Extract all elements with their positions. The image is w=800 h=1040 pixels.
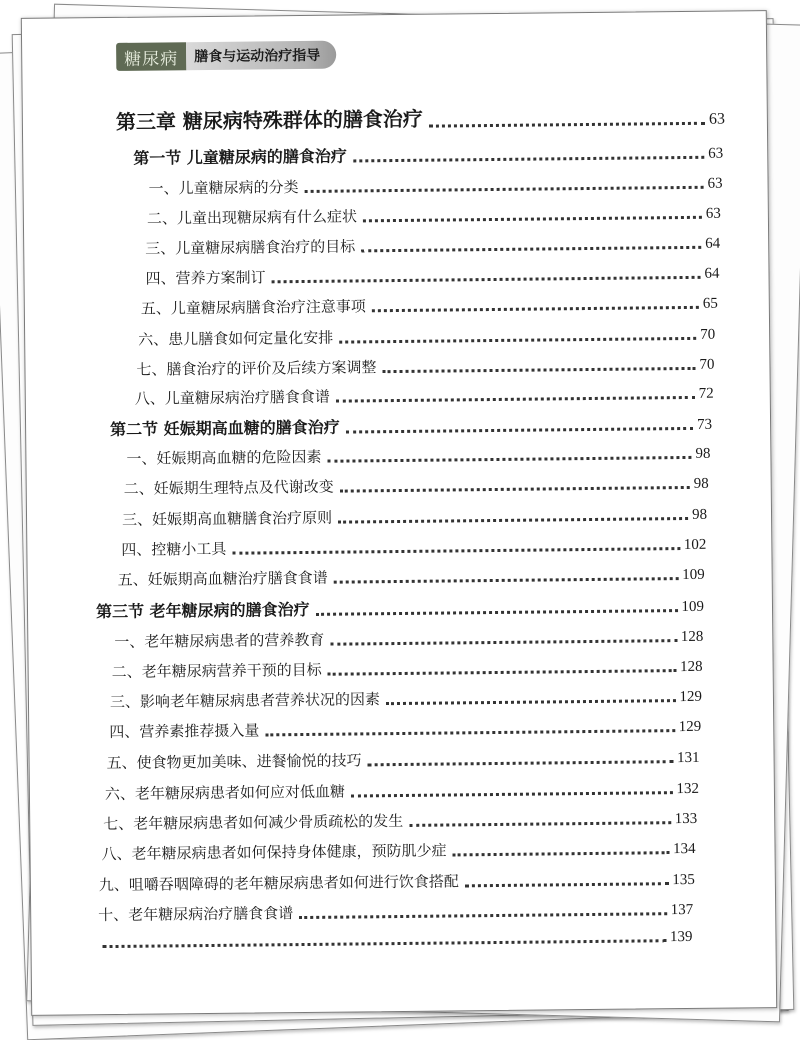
- toc-entry-title: 三、影响老年糖尿病患者营养状况的因素: [109, 690, 381, 712]
- dot-leader: [103, 939, 667, 948]
- toc-item-row: [112, 655, 703, 682]
- toc-item-row: [110, 685, 702, 712]
- toc-page-number: 128: [680, 628, 704, 646]
- dot-leader: [361, 246, 701, 253]
- dot-leader: [383, 367, 696, 373]
- toc-section-row: [110, 411, 712, 440]
- toc-item-row: [101, 837, 695, 864]
- toc-item-row: [121, 533, 706, 560]
- toc-page-number: 64: [704, 265, 720, 282]
- toc-entry-title: 二、妊娠期生理特点及代谢改变: [123, 477, 334, 498]
- toc-entry-title: 三、儿童糖尿病膳食治疗的目标: [145, 237, 356, 258]
- toc-item-row: [98, 898, 693, 925]
- toc-page-number: 63: [707, 175, 723, 192]
- dot-leader: [346, 427, 693, 434]
- toc-item-row: [138, 323, 715, 350]
- dot-leader: [305, 186, 704, 193]
- toc-page-number: 133: [674, 810, 698, 828]
- toc-item-row: [145, 232, 720, 259]
- toc-chapter-row: [116, 100, 725, 135]
- toc-entry-title: 五、使食物更加美味、进餐愉悦的技巧: [106, 751, 362, 773]
- toc-page-number: 131: [676, 749, 700, 767]
- toc-page-number: 137: [670, 901, 694, 919]
- dot-leader: [339, 337, 696, 344]
- toc-entry-title: 九、咀嚼吞咽障碍的老年糖尿病患者如何进行饮食搭配: [98, 872, 459, 895]
- toc-entry-title: 四、营养素推荐摄入量: [109, 721, 260, 742]
- header-badge: 糖尿病: [116, 42, 186, 71]
- toc-page-number: 70: [700, 326, 716, 343]
- dot-leader: [299, 912, 666, 919]
- toc-page-number: 98: [691, 506, 708, 523]
- dot-leader: [336, 396, 695, 403]
- toc-page-number: 63: [708, 145, 724, 162]
- toc-section-row: [133, 140, 723, 169]
- dot-leader: [386, 699, 675, 705]
- toc-entry-title: 一、儿童糖尿病的分类: [148, 178, 299, 198]
- toc-entry-title: 一、妊娠期高血糖的危险因素: [126, 447, 322, 468]
- dot-leader: [340, 486, 690, 493]
- toc-entry-title: 七、老年糖尿病患者如何减少骨质疏松的发生: [103, 811, 404, 834]
- dot-leader: [328, 669, 676, 676]
- toc-entry-title: 第二节 妊娠期高血糖的膳食治疗: [110, 417, 340, 440]
- toc-page-number: 63: [705, 205, 721, 222]
- toc-page-number: 128: [680, 658, 703, 676]
- dot-leader: [363, 216, 702, 223]
- toc-entry-title: 四、控糖小工具: [121, 539, 227, 559]
- toc-item-row: [99, 868, 695, 895]
- toc-entry-title: 五、妊娠期高血糖治疗膳食食谱: [117, 568, 328, 589]
- dot-leader: [327, 456, 691, 463]
- dot-leader: [316, 609, 678, 616]
- toc-entry-title: 四、营养方案制订: [145, 268, 266, 288]
- dot-leader: [338, 517, 688, 524]
- header-title: 膳食与运动治疗指导: [186, 41, 336, 71]
- toc-item-row: [96, 929, 692, 952]
- toc-page-number: 132: [676, 780, 699, 798]
- toc-item-row: [148, 172, 722, 199]
- toc-page-number: 72: [698, 385, 714, 402]
- toc-entry-title: 六、老年糖尿病患者如何应对低血糖: [104, 782, 346, 804]
- toc-item-row: [122, 503, 707, 530]
- toc-entry-title: 二、儿童出现糖尿病有什么症状: [146, 207, 358, 228]
- toc-entry-title: 三、妊娠期高血糖膳食治疗原则: [121, 508, 333, 529]
- toc-page-number: 135: [672, 871, 695, 889]
- toc-item-row: [126, 442, 710, 469]
- toc-page-number: 109: [682, 566, 705, 584]
- toc-item-row: [135, 382, 714, 409]
- toc-page-number: 64: [705, 235, 721, 252]
- toc-page-number: 98: [693, 475, 709, 492]
- toc-page-number: 63: [708, 110, 725, 128]
- toc-page-number: 65: [702, 295, 718, 312]
- toc-item-row: [109, 715, 701, 742]
- toc-item-row: [105, 777, 699, 804]
- dot-leader: [429, 122, 705, 128]
- toc-section-row: [96, 593, 704, 622]
- toc-page-number: 139: [669, 928, 693, 946]
- toc-item-row: [106, 746, 699, 773]
- dot-leader: [409, 821, 671, 827]
- toc-item-row: [136, 353, 714, 380]
- toc-entry-title: 八、老年糖尿病患者如何保持身体健康，预防肌少症: [101, 841, 447, 864]
- toc-entry-title: 五、儿童糖尿病膳食治疗注意事项: [140, 297, 366, 318]
- dot-leader: [372, 306, 699, 312]
- dot-leader: [351, 791, 672, 797]
- toc-entry-title: 第三章 糖尿病特殊群体的膳食治疗: [115, 106, 423, 134]
- toc-item-row: [145, 262, 719, 289]
- toc-entry-title: 一、老年糖尿病患者的营养教育: [114, 630, 325, 651]
- toc-entry-title: 八、儿童糖尿病治疗膳食食谱: [134, 387, 330, 408]
- table-of-contents: [22, 11, 776, 1015]
- toc-item-row: [118, 563, 705, 590]
- toc-page-number: 109: [681, 598, 705, 616]
- dot-leader: [353, 156, 704, 163]
- toc-entry-title: 七、膳食治疗的评价及后续方案调整: [136, 358, 377, 379]
- dot-leader: [465, 882, 669, 887]
- toc-page-number: 129: [678, 718, 702, 736]
- toc-page-number: 102: [683, 536, 707, 554]
- dot-leader: [330, 639, 676, 646]
- dot-leader: [453, 851, 670, 856]
- toc-entry-title: 二、老年糖尿病营养干预的目标: [111, 660, 322, 682]
- dot-leader: [265, 729, 674, 736]
- toc-page-number: 70: [699, 356, 715, 373]
- toc-entry-title: 六、患儿膳食如何定量化安排: [138, 328, 334, 349]
- book-page: [21, 10, 777, 1016]
- toc-entry-title: 十、老年糖尿病治疗膳食食谱: [98, 904, 294, 925]
- toc-item-row: [141, 292, 718, 319]
- toc-item-row: [147, 202, 721, 229]
- toc-page-number: 73: [697, 416, 713, 433]
- dot-leader: [368, 760, 673, 766]
- toc-entry-title: 第一节 儿童糖尿病的膳食治疗: [133, 146, 347, 168]
- dot-leader: [232, 547, 679, 555]
- toc-item-row: [124, 472, 709, 499]
- dot-leader: [334, 577, 678, 584]
- toc-page-number: 98: [695, 445, 711, 462]
- toc-page-number: 134: [672, 840, 696, 858]
- toc-page-number: 129: [679, 688, 703, 706]
- toc-entry-title: 第三节 老年糖尿病的膳食治疗: [95, 599, 310, 622]
- dot-leader: [272, 276, 701, 283]
- toc-item-row: [114, 625, 703, 652]
- toc-item-row: [103, 807, 697, 834]
